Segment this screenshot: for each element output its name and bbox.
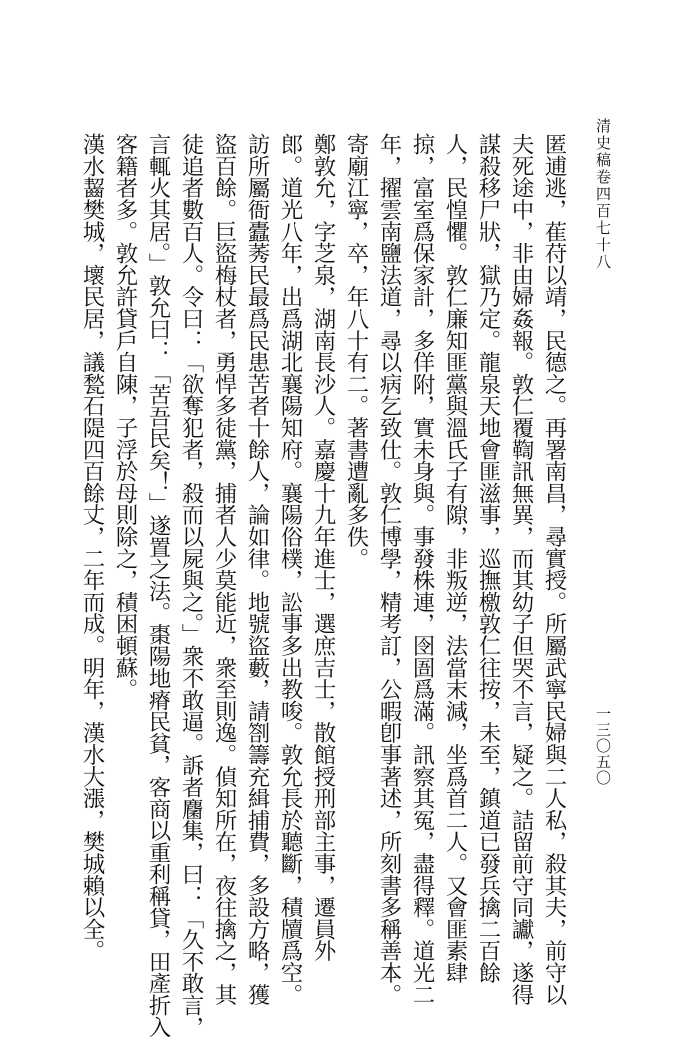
text-column: 言輒火其居。」敦允曰：「苦吾民矣！」遂置之法。棗陽地瘠民貧，客商以重利稱貸，田產折入 xyxy=(145,133,171,1037)
text-column: 客籍者多。敦允許貸戶自陳，子浮於母則除之，積困頓蘇。 xyxy=(112,133,138,700)
text-column: 鄭敦允，字芝泉，湖南長沙人。嘉慶十九年進士，選庶吉士，散館授刑部主事，遷員外 xyxy=(310,133,336,962)
text-column: 漢水齧樊城，壞民居，議甃石隄四百餘丈，二年而成。明年，漢水大漲，樊城賴以全。 xyxy=(79,133,105,962)
text-column: 夫死途中，非由婦姦報。敦仁覆鞫訊無異，而其幼子但哭不言，疑之。詰留前守同讞，遂得 xyxy=(508,133,534,1005)
text-column: 郎。道光八年，出爲湖北襄陽知府。襄陽俗樸，訟事多出教唆。敦允長於聽斷，積牘爲空。 xyxy=(277,133,303,1005)
text-column: 訪所屬衙蠹莠民最爲民患苦者十餘人，論如律。地號盜藪，請劄籌充緝捕費，多設方略，獲 xyxy=(244,133,270,1005)
text-column: 人，民惶懼。敦仁廉知匪黨與溫氏子有隙，非叛逆，法當末減，坐爲首二人。又會匪素肆 xyxy=(442,133,468,984)
text-column: 盜百餘。巨盜梅杖者，勇悍多徒黨，捕者人少莫能近，衆至則逸。偵知所在，夜往擒之，其 xyxy=(211,133,237,1005)
text-column: 年，擢雲南鹽法道，尋以病乞致仕。敦仁博學，精考訂，公暇卽事著述，所刻書多稱善本。 xyxy=(376,133,402,1005)
vertical-text-body xyxy=(79,133,570,1037)
text-column: 掠，富室爲保家計，多佯附，實未身與。事發株連，囹圄爲滿。訊察其冤，盡得釋。道光二 xyxy=(409,133,435,1005)
text-column: 徒追者數百人。令曰：「欲奪犯者，殺而以屍與之。」衆不敢逼。訴者麕集，曰：「久不敢言， xyxy=(178,133,204,1037)
running-header-title: 清史稿卷四百七十八 xyxy=(594,118,612,271)
text-column: 謀殺移尸狀，獄乃定。龍泉天地會匪滋事，巡撫檄敦仁往按，未至，鎮道已發兵擒二百餘 xyxy=(475,133,501,984)
text-column: 寄廟江寧，卒，年八十有二。著書遭亂多佚。 xyxy=(343,133,369,569)
page-number: 一三〇五〇 xyxy=(594,706,612,786)
text-column: 匿逋逃，萑苻以靖，民德之。再署南昌，尋實授。所屬武寧民婦與二人私，殺其夫，前守以 xyxy=(541,133,567,1005)
